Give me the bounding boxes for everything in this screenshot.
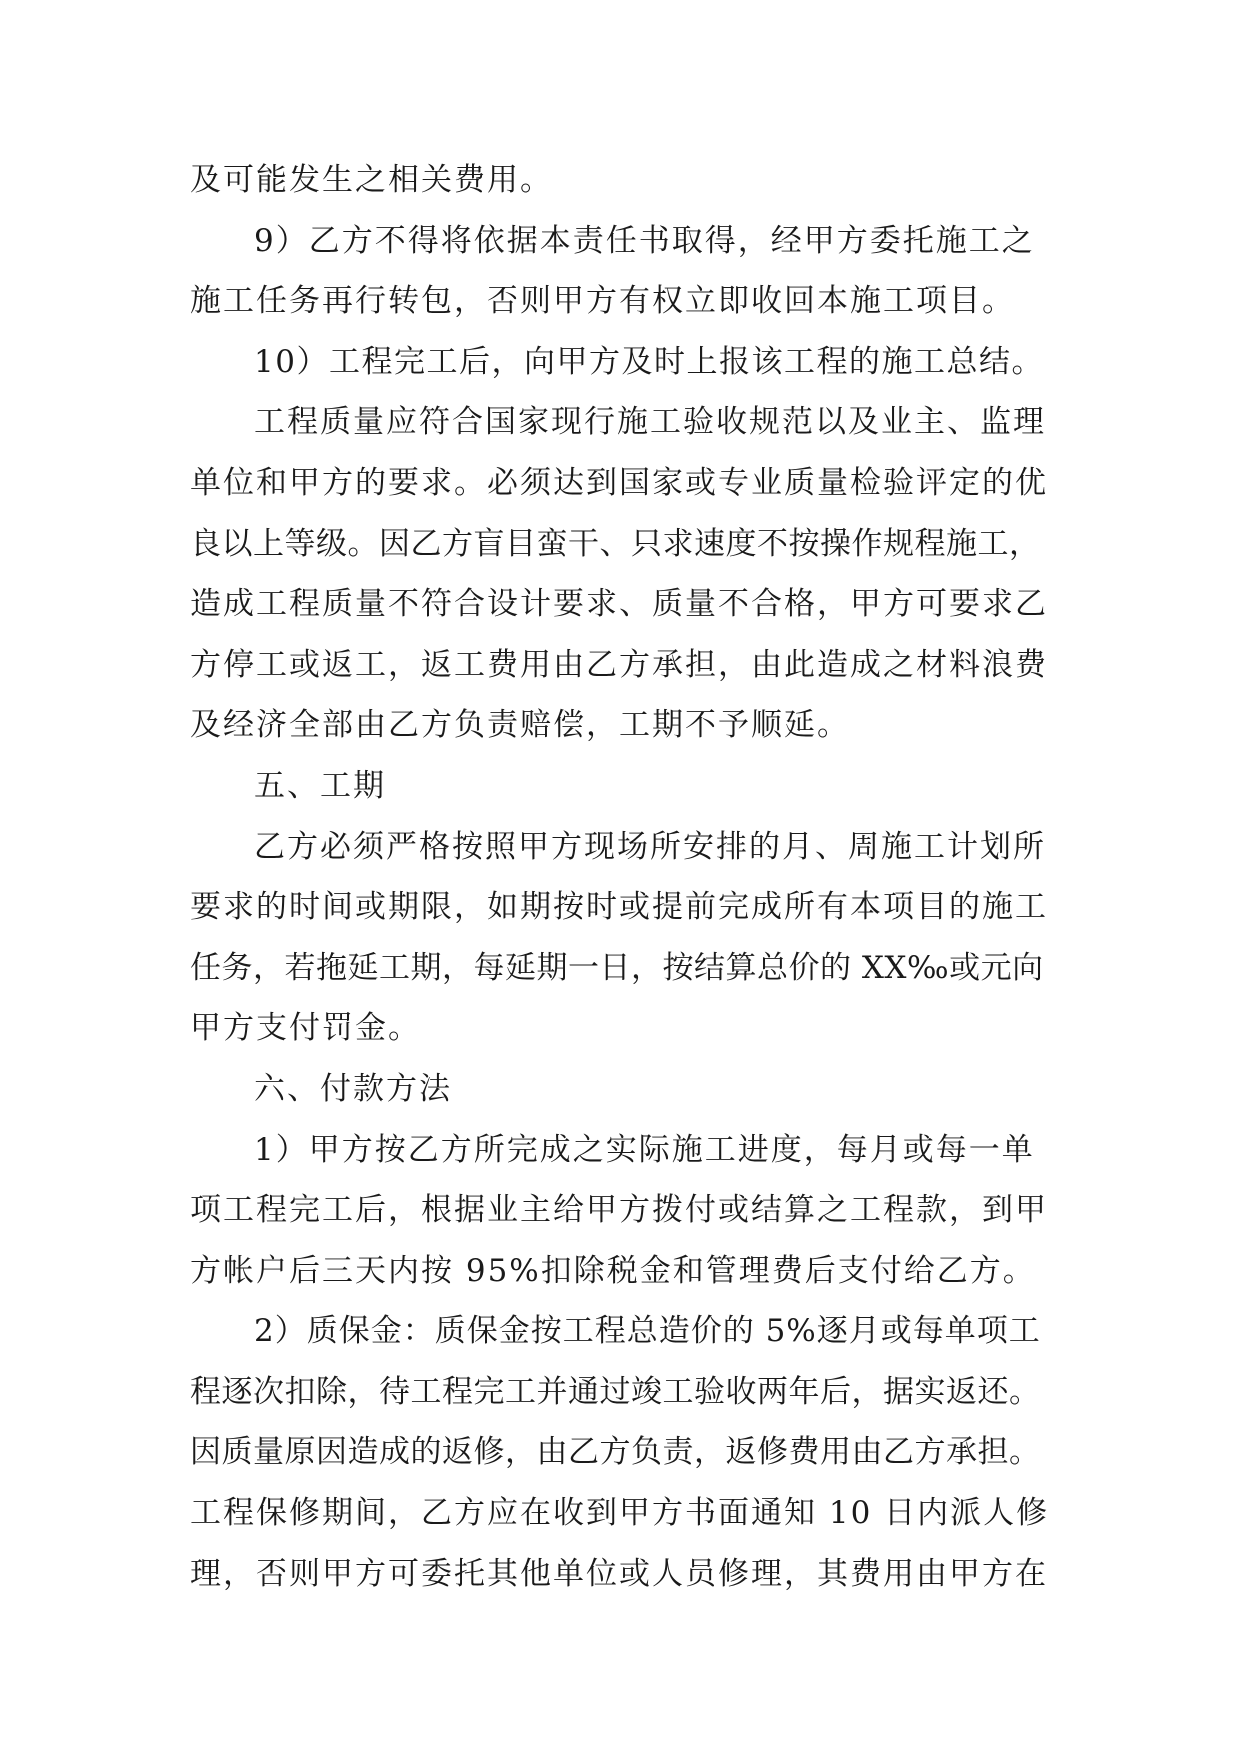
text-line: 方停工或返工，返工费用由乙方承担，由此造成之材料浪费 bbox=[190, 646, 1048, 683]
text-line: 施工任务再行转包，否则甲方有权立即收回本施工项目。 bbox=[190, 283, 1015, 320]
text-line: 理，否则甲方可委托其他单位或人员修理，其费用由甲方在 bbox=[190, 1555, 1048, 1592]
text-line: 单位和甲方的要求。必须达到国家或专业质量检验评定的优 bbox=[190, 464, 1048, 501]
text-line: 造成工程质量不符合设计要求、质量不合格，甲方可要求乙 bbox=[190, 586, 1048, 623]
text-line: 1）甲方按乙方所完成之实际施工进度，每月或每一单 bbox=[254, 1131, 1035, 1168]
section-heading: 五、工期 bbox=[254, 767, 386, 804]
text-line: 甲方支付罚金。 bbox=[190, 1010, 421, 1047]
text-line: 方帐户后三天内按 95%扣除税金和管理费后支付给乙方。 bbox=[190, 1252, 1036, 1289]
text-line: 及经济全部由乙方负责赔偿，工期不予顺延。 bbox=[190, 707, 850, 744]
text-line: 9）乙方不得将依据本责任书取得，经甲方委托施工之 bbox=[254, 222, 1035, 259]
text-line: 因质量原因造成的返修，由乙方负责，返修费用由乙方承担。 bbox=[190, 1434, 1041, 1471]
text-line: 项工程完工后，根据业主给甲方拨付或结算之工程款，到甲 bbox=[190, 1192, 1048, 1229]
text-line: 任务，若拖延工期，每延期一日，按结算总价的 XX‰或元向 bbox=[190, 949, 1044, 986]
text-line: 工程质量应符合国家现行施工验收规范以及业主、监理 bbox=[254, 404, 1046, 441]
text-line: 10）工程完工后，向甲方及时上报该工程的施工总结。 bbox=[254, 343, 1044, 380]
text-line: 及可能发生之相关费用。 bbox=[190, 162, 553, 198]
text-line: 程逐次扣除，待工程完工并通过竣工验收两年后，据实返还。 bbox=[190, 1373, 1041, 1410]
document-body bbox=[190, 150, 1052, 1604]
text-line: 良以上等级。因乙方盲目蛮干、只求速度不按操作规程施工， bbox=[190, 525, 1041, 562]
section-heading: 六、付款方法 bbox=[254, 1070, 452, 1107]
text-line: 要求的时间或期限，如期按时或提前完成所有本项目的施工 bbox=[190, 889, 1048, 926]
text-line: 乙方必须严格按照甲方现场所安排的月、周施工计划所 bbox=[254, 828, 1046, 865]
text-line: 2）质保金：质保金按工程总造价的 5%逐月或每单项工 bbox=[254, 1313, 1041, 1350]
text-line: 工程保修期间，乙方应在收到甲方书面通知 10 日内派人修 bbox=[190, 1495, 1050, 1532]
